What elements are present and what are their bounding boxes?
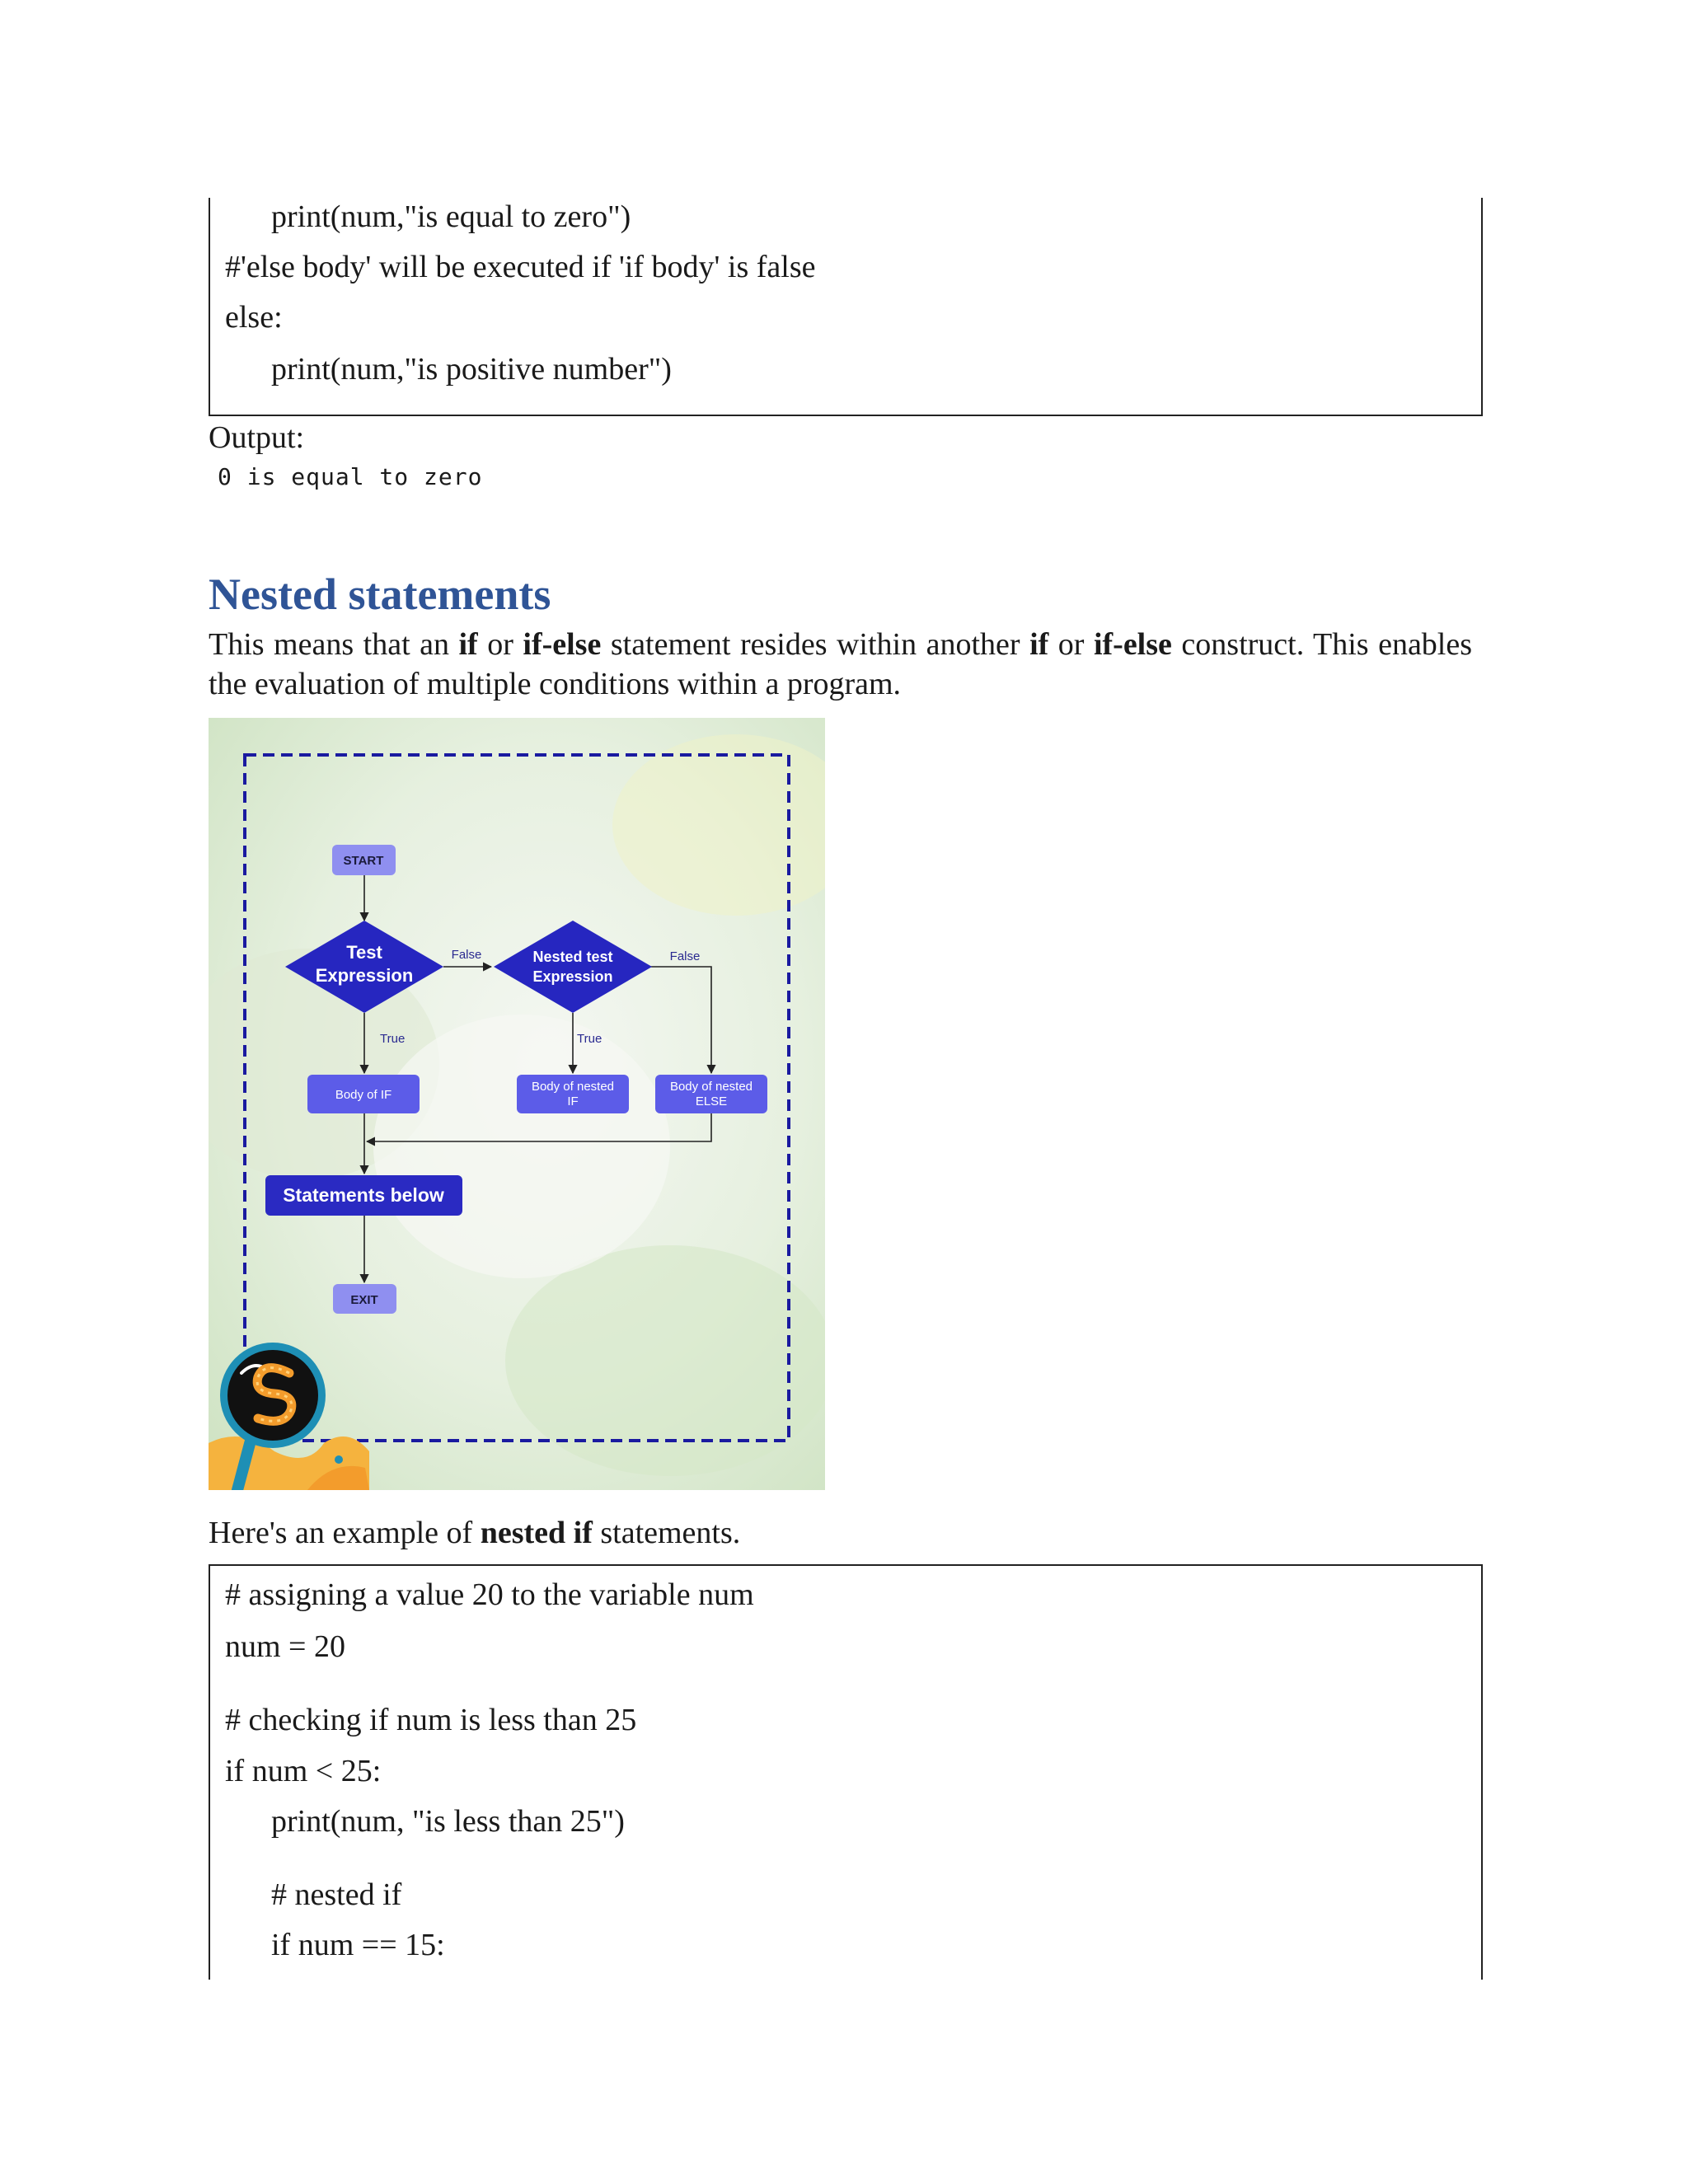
body-if-label: Body of IF xyxy=(335,1088,392,1102)
body-nested-if-line1: Body of nested xyxy=(531,1080,615,1094)
body-nested-if-line2: IF xyxy=(567,1094,579,1108)
code-line: #'else body' will be executed if 'if body' is false xyxy=(225,250,816,284)
nested-label-line2: Expression xyxy=(532,968,613,985)
code-line: if num < 25: xyxy=(225,1754,382,1788)
false-label-2: False xyxy=(669,949,701,963)
code-line: print(num, "is less than 25") xyxy=(271,1804,625,1839)
nested-if-flowchart xyxy=(209,718,825,1490)
test-label-line1: Test xyxy=(346,942,382,963)
code-line: # checking if num is less than 25 xyxy=(225,1703,637,1737)
code-line: # assigning a value 20 to the variable num xyxy=(225,1577,754,1612)
section-heading: Nested statements xyxy=(209,569,551,619)
code-line: else: xyxy=(225,300,283,335)
code-line: print(num,"is positive number") xyxy=(271,352,672,387)
code-line: num = 20 xyxy=(225,1629,345,1664)
true-label-1: True xyxy=(380,1032,406,1046)
body-nested-else-line2: ELSE xyxy=(695,1094,728,1108)
test-label-line2: Expression xyxy=(315,965,414,986)
code-line: print(num,"is equal to zero") xyxy=(271,199,631,234)
code-line: # nested if xyxy=(271,1877,402,1912)
true-label-2: True xyxy=(577,1032,603,1046)
start-label: START xyxy=(343,854,384,868)
output-value: 0 is equal to zero xyxy=(218,463,483,490)
code-line: if num == 15: xyxy=(271,1928,445,1962)
code-block-1 xyxy=(209,198,1483,416)
output-label: Output: xyxy=(209,420,305,455)
exit-label: EXIT xyxy=(350,1293,378,1307)
false-label-1: False xyxy=(451,948,482,962)
body-nested-else-line1: Body of nested xyxy=(669,1080,753,1094)
statements-below-label: Statements below xyxy=(283,1184,444,1206)
nested-label-line1: Nested test xyxy=(532,949,613,965)
example-intro: Here's an example of nested if statements. xyxy=(209,1516,741,1550)
section-paragraph: This means that an if or if-else statement resides within another if or if-else construct. This enables the evaluation of multiple conditions within a program. xyxy=(209,627,1473,701)
code-block-2 xyxy=(209,1564,1483,1980)
